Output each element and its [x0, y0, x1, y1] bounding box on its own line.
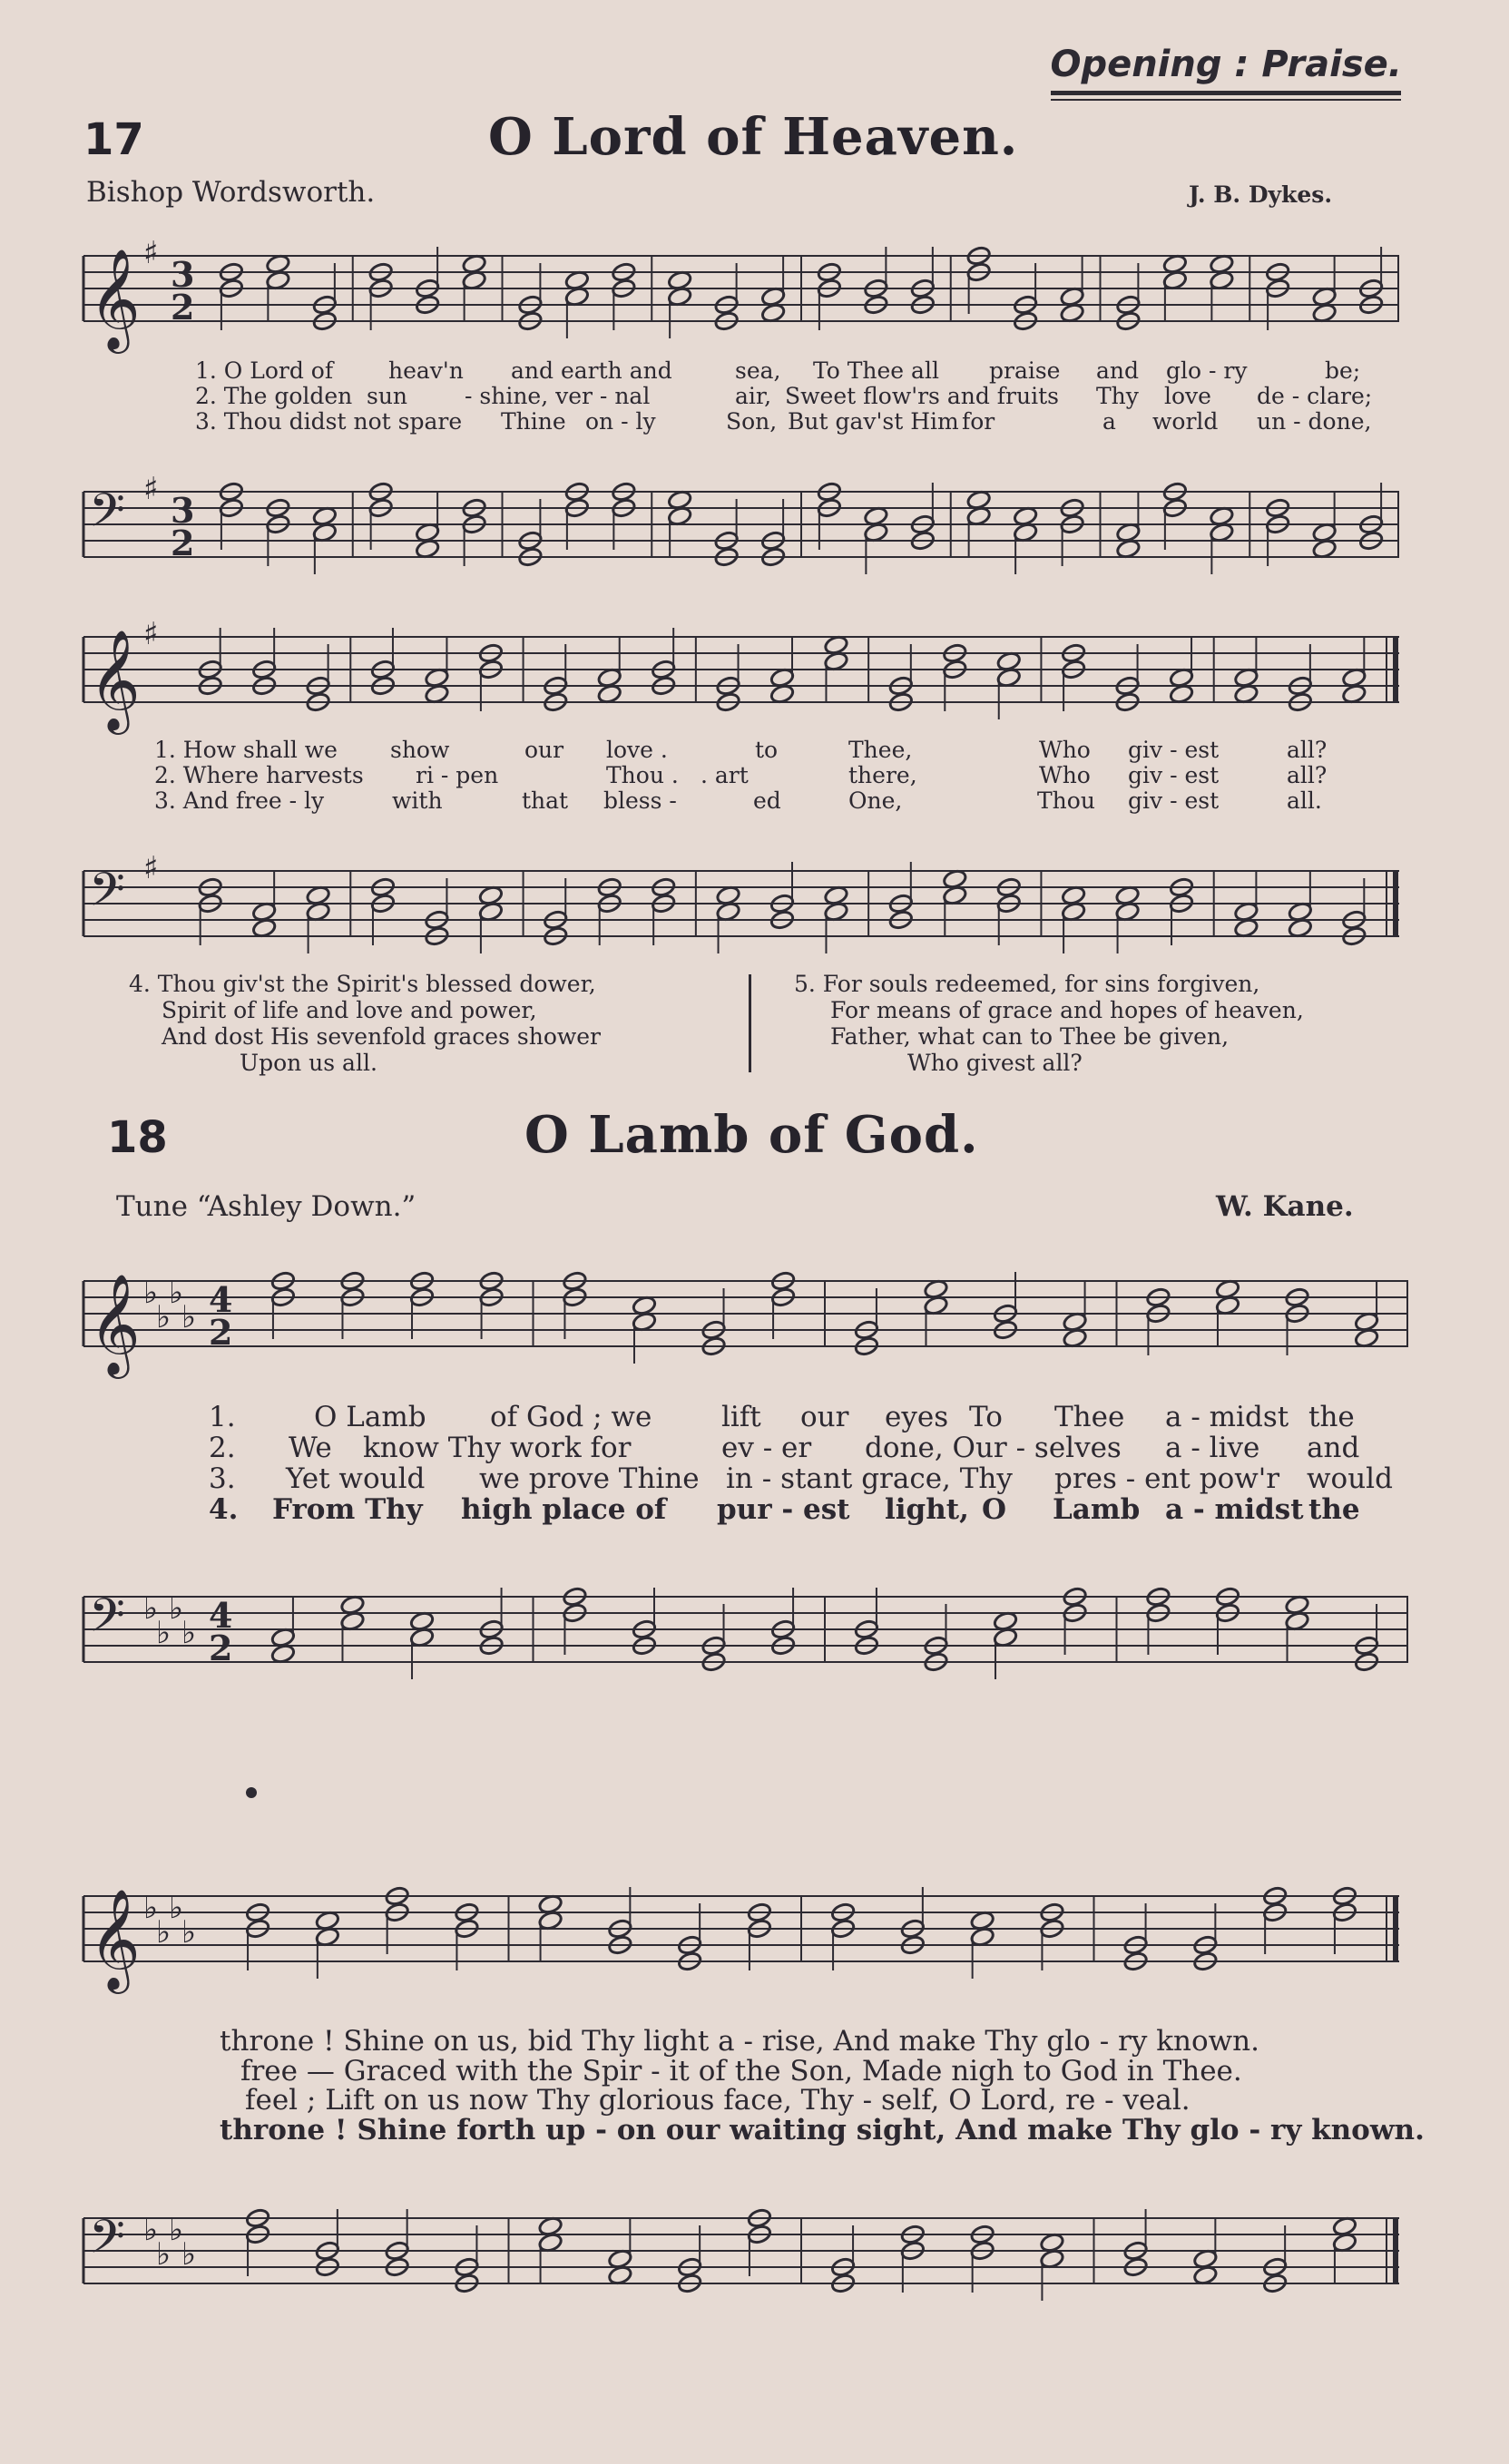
treble-clef-icon: 𝄞: [89, 248, 141, 349]
bass-clef-icon: 𝄢: [89, 1588, 125, 1654]
hymn-18-treble-staff-1: [83, 1263, 1408, 1381]
hymn-18-author: W. Kane.: [1216, 1190, 1354, 1223]
sharp-icon: ♯: [143, 850, 159, 886]
flat-icon: ♭: [181, 1914, 197, 1951]
flat-icon: ♭: [156, 1615, 171, 1651]
svg-text:3: 3: [171, 490, 195, 531]
flat-icon: ♭: [169, 1275, 184, 1311]
hymn-18-verse-1-line-2: throne ! Shine on us, bid Thy light a - rise, And make Thy glo - ry known.: [220, 2025, 1259, 2058]
flat-icon: ♭: [181, 1615, 197, 1651]
sharp-icon: ♯: [143, 235, 159, 271]
sharp-icon: ♯: [143, 471, 159, 507]
ink-spot: [246, 1787, 257, 1798]
hymn-17-bass-staff-2: [83, 850, 1399, 971]
hymn-18-verse-2-line-2: free — Graced with the Spir - it of the Son, Made nigh to God in Thee.: [240, 2055, 1242, 2088]
flat-icon: ♭: [143, 2212, 159, 2248]
category-heading: Opening : Praise.: [1050, 44, 1402, 85]
hymn-18-number: 18: [107, 1112, 168, 1163]
header-rule: [1051, 91, 1401, 95]
hymn-17-composer: J. B. Dykes.: [1189, 181, 1333, 208]
svg-text:2: 2: [209, 1628, 233, 1668]
header-rule-thin: [1051, 99, 1401, 101]
hymn-17-title: O Lord of Heaven.: [488, 107, 1019, 167]
staff-lines: [83, 256, 1399, 321]
staff-lines: [83, 637, 1399, 702]
time-signature: [171, 490, 194, 563]
hymn-17-verse-5: 5. For souls redeemed, for sins forgiven, For means of grace and hopes of heaven, Father, what can to Thee be given, Who givest all?: [794, 971, 1304, 1076]
svg-text:4: 4: [209, 1279, 233, 1320]
hymn-17-number: 17: [83, 114, 144, 165]
bass-clef-icon: 𝄢: [89, 2209, 125, 2275]
flat-icon: ♭: [169, 1890, 184, 1926]
time-signature: [209, 1595, 232, 1668]
flat-icon: ♭: [143, 1890, 159, 1926]
hymn-17-treble-staff-1: [83, 235, 1399, 365]
sharp-icon: ♯: [143, 616, 159, 652]
hymn-17-treble-staff-2: [83, 616, 1399, 737]
note-heads: [198, 862, 1367, 953]
bass-clef-icon: 𝄢: [89, 862, 125, 928]
note-heads: [198, 628, 1367, 719]
staff-lines: [83, 2218, 1399, 2283]
flat-icon: ♭: [156, 1299, 171, 1335]
verse-divider: [749, 974, 751, 1072]
treble-clef-icon: 𝄞: [89, 629, 141, 730]
flat-icon: ♭: [156, 2236, 171, 2273]
treble-clef-icon: 𝄞: [89, 1888, 141, 1990]
svg-text:2: 2: [171, 287, 195, 328]
hymn-18-bass-staff-2: [83, 2200, 1399, 2318]
hymn-18-treble-staff-2: [83, 1878, 1399, 1996]
flat-icon: ♭: [143, 1590, 159, 1627]
bass-clef-icon: 𝄢: [89, 483, 125, 549]
hymn-17-verse-4: 4. Thou giv'st the Spirit's blessed dower, Spirit of life and love and power, And dost His sevenfold graces shower Upon us all.: [129, 971, 602, 1076]
hymn-18-tune: Tune “Ashley Down.”: [116, 1190, 416, 1223]
svg-text:4: 4: [209, 1595, 233, 1636]
flat-icon: ♭: [156, 1914, 171, 1951]
hymn-17-author: Bishop Wordsworth.: [86, 176, 376, 209]
hymn-18-title: O Lamb of God.: [524, 1105, 979, 1165]
time-signature: [171, 254, 194, 328]
hymn-17-bass-staff-1: [83, 471, 1399, 601]
flat-icon: ♭: [181, 1299, 197, 1335]
staff-lines: [83, 871, 1399, 936]
flat-icon: ♭: [181, 2236, 197, 2273]
hymn-18-verse-3-line-2: feel ; Lift on us now Thy glorious face, Thy - self, O Lord, re - veal.: [245, 2084, 1191, 2117]
hymn-18-bass-staff-1: [83, 1579, 1408, 1696]
flat-icon: ♭: [169, 2212, 184, 2248]
svg-text:2: 2: [171, 523, 195, 563]
hymn-18-verse-4-line-2: throne ! Shine forth up - on our waiting sight, And make Thy glo - ry known.: [220, 2114, 1425, 2146]
treble-clef-icon: 𝄞: [89, 1273, 141, 1374]
time-signature: [209, 1279, 232, 1353]
svg-text:2: 2: [209, 1312, 233, 1353]
flat-icon: ♭: [169, 1590, 184, 1627]
svg-text:3: 3: [171, 254, 195, 295]
flat-icon: ♭: [143, 1275, 159, 1311]
